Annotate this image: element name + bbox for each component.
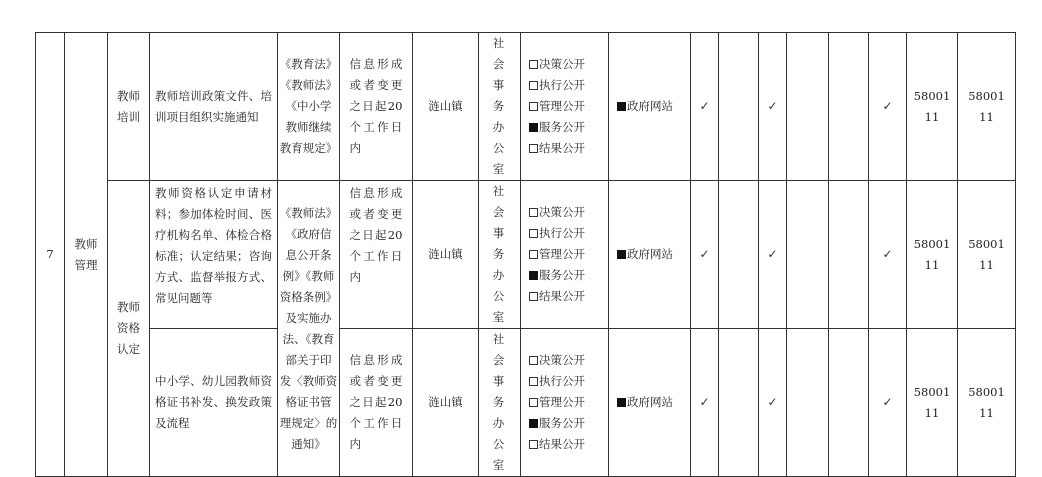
- check-cell: [829, 181, 869, 329]
- check-cell: [719, 181, 759, 329]
- publicity-option: 服务公开: [529, 265, 608, 286]
- content-cell: 教师资格认定申请材料；参加体检时间、医疗机构名单、体检合格标准；认定结果；咨询方式、监督举报方式、常见问题等: [150, 181, 278, 329]
- checkbox-icon: [529, 292, 538, 301]
- check-cell: [829, 329, 869, 477]
- checkbox-icon: [529, 377, 538, 386]
- table-row: [36, 181, 1016, 329]
- publicity-option: 决策公开: [529, 54, 608, 75]
- check-cell: ✓: [691, 33, 719, 181]
- check-cell: ✓: [759, 33, 787, 181]
- checkbox-filled-icon: [529, 271, 538, 280]
- checkbox-icon: [529, 60, 538, 69]
- time-limit-cell: 信息形成或者变更之日起20个工作日内: [340, 33, 413, 181]
- table-row: [36, 329, 1016, 477]
- channel-cell: 政府网站: [609, 329, 691, 477]
- publicity-option: 决策公开: [529, 350, 608, 371]
- check-cell: ✓: [691, 329, 719, 477]
- check-cell: ✓: [869, 181, 907, 329]
- subcategory-certification: 教师资格认定: [108, 181, 150, 477]
- check-cell: ✓: [869, 33, 907, 181]
- publicity-option: 结果公开: [529, 286, 608, 307]
- dept-cell: 社会事务办公室: [479, 181, 521, 329]
- checkbox-icon: [529, 144, 538, 153]
- dept-cell: 社会事务办公室: [479, 33, 521, 181]
- check-cell: [719, 329, 759, 477]
- check-cell: [787, 181, 829, 329]
- basis-cell: 《教师法》 《政府信 息公开条 例》《教师 资格条例》 及实施办 法、《教育 部关于印 发〈教师资 格证书管 理规定〉的 通知》: [278, 181, 340, 477]
- code-cell: 5800111: [907, 33, 958, 181]
- publicity-option: 执行公开: [529, 75, 608, 96]
- checkbox-icon: [529, 81, 538, 90]
- check-cell: ✓: [759, 181, 787, 329]
- publicity-option: 执行公开: [529, 371, 608, 392]
- publicity-option: 服务公开: [529, 117, 608, 138]
- check-cell: ✓: [869, 329, 907, 477]
- content-cell: 教师培训政策文件、培训项目组织实施通知: [150, 33, 278, 181]
- publicity-option: 结果公开: [529, 434, 608, 455]
- publicity-option: 管理公开: [529, 392, 608, 413]
- time-limit-cell: 信息形成或者变更之日起20个工作日内: [340, 329, 413, 477]
- table-row: [36, 33, 1016, 181]
- publicity-option: 决策公开: [529, 202, 608, 223]
- disclosure-table: [35, 32, 1016, 477]
- check-cell: [829, 33, 869, 181]
- publicity-option: 管理公开: [529, 244, 608, 265]
- code-cell: 5800111: [907, 181, 958, 329]
- publicity-cell: [521, 181, 609, 329]
- subject-cell: 涟山镇: [413, 329, 479, 477]
- check-cell: [719, 33, 759, 181]
- publicity-option: 管理公开: [529, 96, 608, 117]
- checkbox-icon: [529, 229, 538, 238]
- check-cell: ✓: [759, 329, 787, 477]
- publicity-option: 服务公开: [529, 413, 608, 434]
- subject-cell: 涟山镇: [413, 33, 479, 181]
- basis-cell: 《教育法》 《教师法》 《中小学 教师继续 教育规定》: [278, 33, 340, 181]
- check-cell: [787, 329, 829, 477]
- check-cell: [787, 33, 829, 181]
- checkbox-icon: [529, 440, 538, 449]
- code-cell: 5800111: [958, 181, 1016, 329]
- code-cell: 5800111: [958, 329, 1016, 477]
- channel-cell: 政府网站: [609, 33, 691, 181]
- checkbox-icon: [529, 208, 538, 217]
- code-cell: 5800111: [958, 33, 1016, 181]
- dept-cell: 社会事务办公室: [479, 329, 521, 477]
- content-cell: 中小学、幼儿园教师资格证书补发、换发政策及流程: [150, 329, 278, 477]
- row-number: 7: [36, 33, 65, 477]
- publicity-option: 执行公开: [529, 223, 608, 244]
- check-cell: ✓: [691, 181, 719, 329]
- code-cell: 5800111: [907, 329, 958, 477]
- publicity-cell: [521, 329, 609, 477]
- checkbox-icon: [529, 250, 538, 259]
- channel-cell: 政府网站: [609, 181, 691, 329]
- time-limit-cell: 信息形成或者变更之日起20个工作日内: [340, 181, 413, 329]
- subcategory-training: 教师培训: [108, 33, 150, 181]
- checkbox-icon: [529, 102, 538, 111]
- checkbox-icon: [529, 356, 538, 365]
- category-cell: 教师管理: [65, 33, 108, 477]
- checkbox-icon: [529, 398, 538, 407]
- checkbox-filled-icon: [617, 398, 626, 407]
- checkbox-filled-icon: [617, 250, 626, 259]
- checkbox-filled-icon: [529, 123, 538, 132]
- checkbox-filled-icon: [617, 102, 626, 111]
- publicity-cell: [521, 33, 609, 181]
- publicity-option: 结果公开: [529, 138, 608, 159]
- subject-cell: 涟山镇: [413, 181, 479, 329]
